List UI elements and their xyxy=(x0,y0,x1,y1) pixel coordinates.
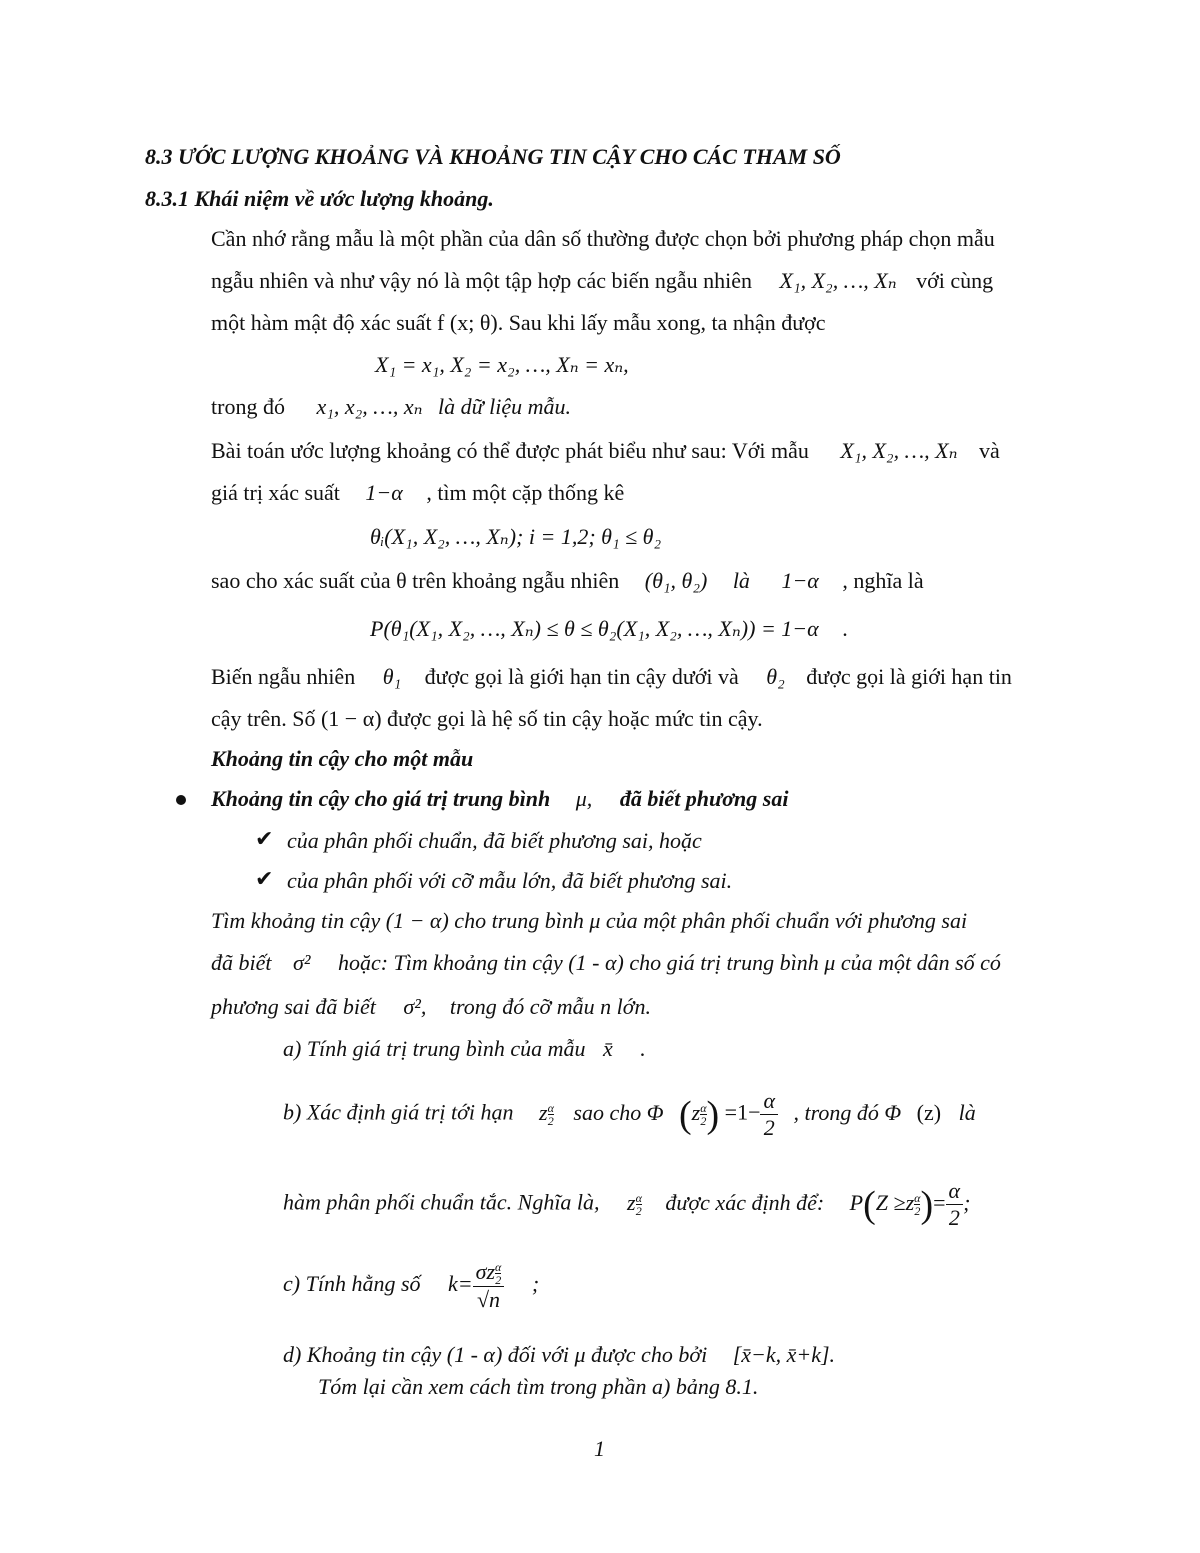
text-span: =1− xyxy=(724,1099,761,1125)
fraction-denominator: 2 xyxy=(547,1114,554,1128)
fraction-numerator: α xyxy=(700,1101,707,1115)
text-span: ngẫu nhiên và như vậy nó là một tập hợp các biến ngẫu nhiên xyxy=(211,268,753,293)
text-span: ; xyxy=(963,1189,971,1215)
math-symbol: σ², xyxy=(403,994,427,1019)
text-span: d) Khoảng tin cậy (1 - α) đối với μ được cho bởi xyxy=(283,1342,708,1367)
alpha-over-two xyxy=(946,1178,964,1231)
check-item: của phân phối với cỡ mẫu lớn, đã biết phương sai. xyxy=(287,868,733,893)
paragraph-line xyxy=(211,266,993,296)
paren-close: ) xyxy=(920,1183,934,1226)
math-variables: X₁, X₂, …, Xₙ xyxy=(840,438,958,463)
fraction-numerator: α xyxy=(635,1191,642,1205)
fraction-denominator xyxy=(473,1287,505,1313)
paragraph-line xyxy=(211,992,651,1022)
subsection-title: 8.3.1 Khái niệm về ước lượng khoảng. xyxy=(145,186,494,211)
math-symbol: x̄ xyxy=(603,1036,613,1061)
text-span: hoặc: Tìm khoảng tin cậy (1 - α) cho giá trị trung bình μ của một dân số có xyxy=(337,950,1001,975)
text-span: Khoảng tin cậy cho giá trị trung bình xyxy=(211,786,551,811)
paren-open: ( xyxy=(863,1183,876,1226)
math-symbol: θ₂ xyxy=(766,664,785,689)
text-span: . xyxy=(640,1036,646,1061)
page-number: 1 xyxy=(594,1436,605,1461)
math-interval: [x̄−k, x̄+k]. xyxy=(732,1342,836,1367)
paren-close: ) xyxy=(706,1093,720,1136)
critical-value xyxy=(539,1099,559,1128)
equation-probability xyxy=(370,614,848,644)
fraction-denominator: 2 xyxy=(700,1114,707,1128)
alpha-over-two xyxy=(760,1088,778,1141)
critical-value xyxy=(627,1189,647,1218)
math-symbol: z xyxy=(539,1099,548,1125)
text-span: được gọi là giới hạn tin xyxy=(806,664,1012,689)
heading-one-sample: Khoảng tin cậy cho một mẫu xyxy=(211,746,474,771)
step-c xyxy=(283,1252,539,1316)
check-item: của phân phối chuẩn, đã biết phương sai, hoặc xyxy=(287,828,702,853)
math-expression: 1−α xyxy=(781,568,819,593)
math-expression: P(θ₁(X₁, X₂, …, Xₙ) ≤ θ ≤ θ₂(X₁, X₂, …, Xₙ)) = 1−α xyxy=(370,616,819,641)
text-span: c) Tính hằng số xyxy=(283,1271,421,1296)
fraction-numerator xyxy=(473,1259,505,1287)
paren-open: ( xyxy=(678,1093,692,1136)
text-span: được gọi là giới hạn tin cậy dưới và xyxy=(424,664,739,689)
bullet-icon xyxy=(174,784,188,820)
fraction-numerator: α xyxy=(495,1260,502,1275)
paragraph-line xyxy=(211,392,571,422)
text-span: , trong đó Φ xyxy=(793,1099,902,1125)
paragraph-line xyxy=(211,436,1000,466)
fraction-denominator: 2 xyxy=(635,1204,642,1218)
text-span: b) Xác định giá trị tới hạn xyxy=(283,1099,514,1125)
math-interval: (θ₁, θ₂) xyxy=(644,568,708,593)
check-icon: ✔ xyxy=(255,866,274,891)
paragraph-line: một hàm mật độ xác suất f (x; θ). Sau khi lấy mẫu xong, ta nhận được xyxy=(211,310,826,335)
text-span: a) Tính giá trị trung bình của mẫu xyxy=(283,1036,586,1061)
text-span: là xyxy=(958,1099,976,1125)
text-span: và xyxy=(978,438,1000,463)
text-span: . xyxy=(842,616,848,641)
math-symbol: z xyxy=(905,1189,915,1215)
math-symbol: z xyxy=(627,1189,636,1215)
paragraph-line xyxy=(211,478,624,508)
math-symbol: μ, xyxy=(575,786,593,811)
k-fraction xyxy=(473,1259,505,1313)
text-span: Biến ngẫu nhiên xyxy=(211,664,356,689)
step-b-continued xyxy=(283,1178,970,1231)
math-expression: σz xyxy=(475,1258,496,1284)
fraction-numerator: α xyxy=(547,1101,554,1115)
math-expression: √n xyxy=(476,1287,501,1313)
paragraph-line xyxy=(211,948,1001,978)
math-variables: x₁, x₂, …, xₙ xyxy=(316,394,423,419)
math-symbol: (z) xyxy=(916,1099,942,1125)
text-span: đã biết phương sai xyxy=(619,786,789,811)
text-span: là xyxy=(732,568,750,593)
text-span: hàm phân phối chuẩn tắc. Nghĩa là, xyxy=(283,1189,600,1215)
text-span: phương sai đã biết xyxy=(211,994,376,1019)
paragraph-line xyxy=(211,566,924,596)
constant-k xyxy=(448,1258,510,1313)
text-span: ; xyxy=(531,1271,540,1296)
fraction-denominator: 2 xyxy=(763,1115,775,1140)
fraction-numerator: α xyxy=(914,1191,921,1205)
step-a xyxy=(283,1034,646,1064)
text-span: , tìm một cặp thống kê xyxy=(426,480,625,505)
text-span: sao cho xác suất của θ trên khoảng ngẫu nhiên xyxy=(211,568,620,593)
bullet-dot xyxy=(174,784,188,814)
text-span: là dữ liệu mẫu. xyxy=(438,394,572,419)
text-span: được xác định để: xyxy=(665,1189,825,1215)
math-expression: 1−α xyxy=(365,480,403,505)
subscript-fraction xyxy=(495,1261,501,1286)
text-span: với cùng xyxy=(916,268,994,293)
text-span: trong đó xyxy=(211,394,285,419)
text-span: Bài toán ước lượng khoảng có thể được phát biểu như sau: Với mẫu xyxy=(211,438,809,463)
paragraph-line: Tìm khoảng tin cậy (1 − α) cho trung bình μ của một phân phối chuẩn với phương sai xyxy=(211,908,968,933)
subscript-fraction xyxy=(636,1192,642,1217)
text-span: trong đó cỡ mẫu n lớn. xyxy=(449,994,651,1019)
subscript-fraction xyxy=(548,1102,554,1127)
math-symbol: θ₁ xyxy=(382,664,402,689)
summary-line: Tóm lại cần xem cách tìm trong phần a) bảng 8.1. xyxy=(318,1374,759,1399)
equation-statistics: θᵢ(X₁, X₂, …, Xₙ); i = 1,2; θ₁ ≤ θ₂ xyxy=(370,524,662,549)
fraction-numerator: α xyxy=(946,1178,964,1205)
math-symbol: z xyxy=(691,1099,701,1125)
section-title: 8.3 ƯỚC LƯỢNG KHOẢNG VÀ KHOẢNG TIN CẬY CHO CÁC THAM SỐ xyxy=(145,144,841,169)
text-span: sao cho Φ xyxy=(573,1099,664,1125)
fraction-denominator: 2 xyxy=(914,1204,921,1218)
tail-probability xyxy=(849,1178,971,1230)
text-span: = xyxy=(933,1189,946,1215)
math-symbol: σ² xyxy=(293,950,311,975)
math-symbol: P xyxy=(849,1189,864,1215)
math-expression: Z ≥ xyxy=(875,1189,906,1215)
fraction-denominator: 2 xyxy=(948,1205,960,1230)
math-expression: k= xyxy=(448,1271,473,1296)
text-span: giá trị xác suất xyxy=(211,480,340,505)
text-span: , nghĩa là xyxy=(842,568,924,593)
paragraph-line: cậy trên. Số (1 − α) được gọi là hệ số tin cậy hoặc mức tin cậy. xyxy=(211,706,763,731)
fraction-denominator: 2 xyxy=(495,1273,502,1288)
equation-observed-values: X₁ = x₁, X₂ = x₂, …, Xₙ = xₙ, xyxy=(375,352,629,377)
phi-argument xyxy=(678,1093,725,1136)
text-span: đã biết xyxy=(211,950,272,975)
math-variables: X₁, X₂, …, Xₙ xyxy=(779,268,897,293)
check-icon: ✔ xyxy=(255,826,274,851)
step-d xyxy=(283,1340,835,1370)
bullet-line xyxy=(211,784,788,814)
paragraph-line xyxy=(211,662,1012,692)
paragraph-line: Cần nhớ rằng mẫu là một phần của dân số thường được chọn bởi phương pháp chọn mẫu xyxy=(211,226,995,251)
step-b xyxy=(283,1088,976,1141)
fraction-numerator: α xyxy=(760,1088,778,1115)
